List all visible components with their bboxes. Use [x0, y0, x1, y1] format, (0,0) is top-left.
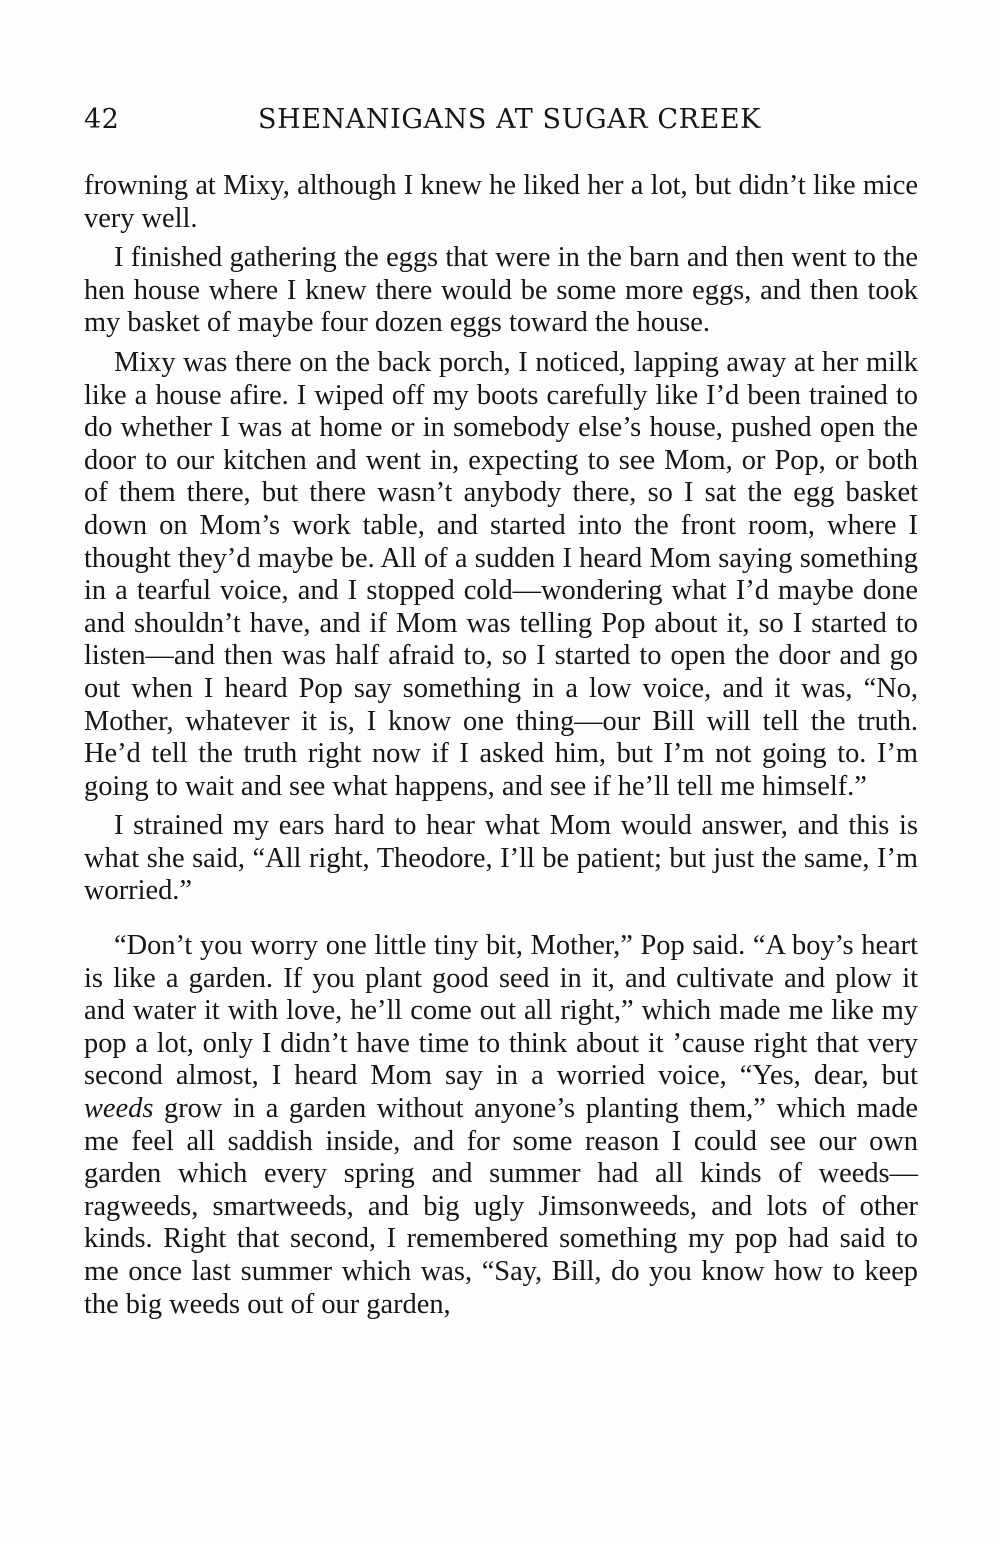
- paragraph-mom-answer: I strained my ears hard to hear what Mom would answer, and this is what she said, “All right, Theodore, I’ll be patient; but just the same, I’m worried.”: [84, 810, 918, 907]
- running-head: [84, 104, 920, 144]
- garden-text-before: “Don’t you worry one little tiny bit, Mother,” Pop said. “A boy’s heart is like a garden. If you plant good seed in it, and cultivate and plow it and water it with love, he’ll come out all right,” which made me like my pop a lot, only I didn’t have time to think about it ’cause right that very second almost, I heard Mom say in a worried voice, “Yes, dear, but: [84, 930, 918, 1092]
- page-number: 42: [84, 104, 120, 135]
- paragraph-eggs: I finished gathering the eggs that were in the barn and then went to the hen house where I knew there would be some more eggs, and then took my basket of maybe four dozen eggs toward the house.: [84, 242, 918, 339]
- garden-text-after: grow in a garden without anyone’s planting them,” which made me feel all saddish inside, and for some reason I could see our own garden which every spring and summer had all kinds of weeds—ragweeds, smartweeds, and big ugly Jimsonweeds, and lots of other kinds. Right that second, I remembered something my pop had said to me once last summer which was, “Say, Bill, do you know how to keep the big weeds out of our garden,: [84, 1093, 918, 1320]
- paragraph-garden: [84, 930, 918, 1321]
- body-text: [84, 170, 918, 1321]
- paragraph-kitchen: Mixy was there on the back porch, I noticed, lapping away at her milk like a house afire. I wiped off my boots carefully like I’d been trained to do whether I was at home or in somebody else’s house, pushed open the door to our kitchen and went in, expecting to see Mom, or Pop, or both of them there, but there wasn’t anybody there, so I sat the egg basket down on Mom’s work table, and started into the front room, where I thought they’d maybe be. All of a sudden I heard Mom saying something in a tearful voice, and I stopped cold—wondering what I’d maybe done and shouldn’t have, and if Mom was telling Pop about it, so I started to listen—and then was half afraid to, so I started to open the door and go out when I heard Pop say something in a low voice, and it was, “No, Mother, whatever it is, I know one thing—our Bill will tell the truth. He’d tell the truth right now if I asked him, but I’m not going to. I’m going to wait and see what happens, and see if he’ll tell me himself.”: [84, 346, 918, 802]
- paragraph-continued: frowning at Mixy, although I knew he liked her a lot, but didn’t like mice very well.: [84, 170, 918, 234]
- book-title: SHENANIGANS AT SUGAR CREEK: [258, 104, 761, 135]
- emphasized-word: weeds: [84, 1093, 154, 1125]
